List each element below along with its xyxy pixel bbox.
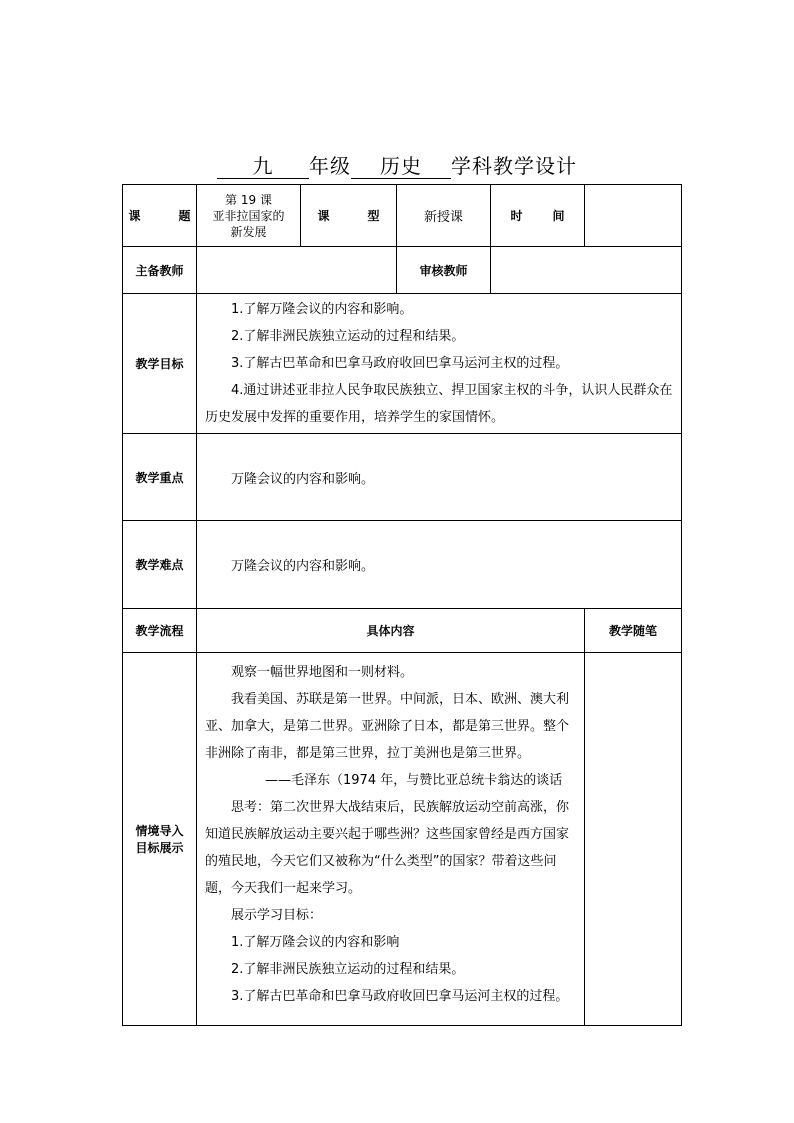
key-points-value: 万隆会议的内容和影响。 xyxy=(197,434,682,521)
row-objectives xyxy=(123,294,682,434)
objective-item: 4.通过讲述亚非拉人民争取民族独立、捍卫国家主权的斗争，认识人民群众在历史发展中发挥的重要作用，培养学生的家国情怀。 xyxy=(205,383,673,425)
quote-source: ——毛泽东（1974 年，与赞比亚总统卡翁达的谈话 xyxy=(265,773,563,788)
objective-item: 3.了解古巴革命和巴拿马政府收回巴拿马运河主权的过程。 xyxy=(231,356,569,371)
difficulties-label: 教学难点 xyxy=(123,521,197,609)
lesson-title xyxy=(197,185,301,247)
paragraph: 3.了解古巴革命和巴拿马政府收回巴拿马运河主权的过程。 xyxy=(231,989,569,1004)
grade-label: 年级 xyxy=(309,154,351,178)
notes-label: 教学随笔 xyxy=(585,609,682,653)
intro-label-line1: 情境导入 xyxy=(135,824,184,838)
intro-notes xyxy=(585,653,682,1026)
row-intro xyxy=(123,653,682,1026)
row-teachers xyxy=(123,247,682,294)
intro-content xyxy=(197,653,585,1026)
paragraph: 展示学习目标： xyxy=(231,908,323,923)
type-label: 课 型 xyxy=(301,185,397,247)
paragraph: 1.了解万隆会议的内容和影响 xyxy=(231,935,400,950)
time-label: 时 间 xyxy=(491,185,585,247)
objective-item: 2.了解非洲民族独立运动的过程和结果。 xyxy=(231,329,465,344)
objectives-label: 教学目标 xyxy=(123,294,197,434)
document-title xyxy=(0,150,794,179)
lead-teacher-label: 主备教师 xyxy=(123,247,197,294)
lesson-name-line2: 新发展 xyxy=(230,224,267,239)
objective-item: 1.了解万隆会议的内容和影响。 xyxy=(231,302,413,317)
time-value xyxy=(585,185,682,247)
title-suffix: 学科教学设计 xyxy=(451,154,577,178)
process-label: 教学流程 xyxy=(123,609,197,653)
intro-label-line2: 目标展示 xyxy=(135,841,184,855)
reviewer-label: 审核教师 xyxy=(397,247,491,294)
row-key-points xyxy=(123,434,682,521)
type-value: 新授课 xyxy=(397,185,491,247)
paragraph: 观察一幅世界地图和一则材料。 xyxy=(231,665,414,680)
lesson-name-line1: 亚非拉国家的 xyxy=(212,208,285,223)
objectives-list xyxy=(197,294,682,434)
lead-teacher-value xyxy=(197,247,397,294)
content-label: 具体内容 xyxy=(197,609,585,653)
grade-value: 九 xyxy=(217,155,309,179)
difficulties-value: 万隆会议的内容和影响。 xyxy=(197,521,682,609)
paragraph: 思考：第二次世界大战结束后，民族解放运动空前高涨，你知道民族解放运动主要兴起于哪些洲？这些国家曾经是西方国家的殖民地，今天它们又被称为“什么类型”的国家？带着这些问题，今天我们一起来学习。 xyxy=(205,800,570,896)
lesson-number: 第 19 课 xyxy=(225,192,272,207)
row-difficulties xyxy=(123,521,682,609)
row-flow-header xyxy=(123,609,682,653)
intro-label xyxy=(123,653,197,1026)
paragraph: 我看美国、苏联是第一世界。中间派，日本、欧洲、澳大利亚、加拿大，是第二世界。亚洲除了日本，都是第三世界。整个非洲除了南非，都是第三世界，拉丁美洲也是第三世界。 xyxy=(205,692,570,761)
subject-value: 历史 xyxy=(351,155,451,179)
lesson-label: 课 题 xyxy=(123,185,197,247)
key-points-label: 教学重点 xyxy=(123,434,197,521)
paragraph: 2.了解非洲民族独立运动的过程和结果。 xyxy=(231,962,465,977)
reviewer-value xyxy=(491,247,682,294)
row-lesson-info xyxy=(123,185,682,247)
lesson-plan-table xyxy=(122,184,681,1026)
